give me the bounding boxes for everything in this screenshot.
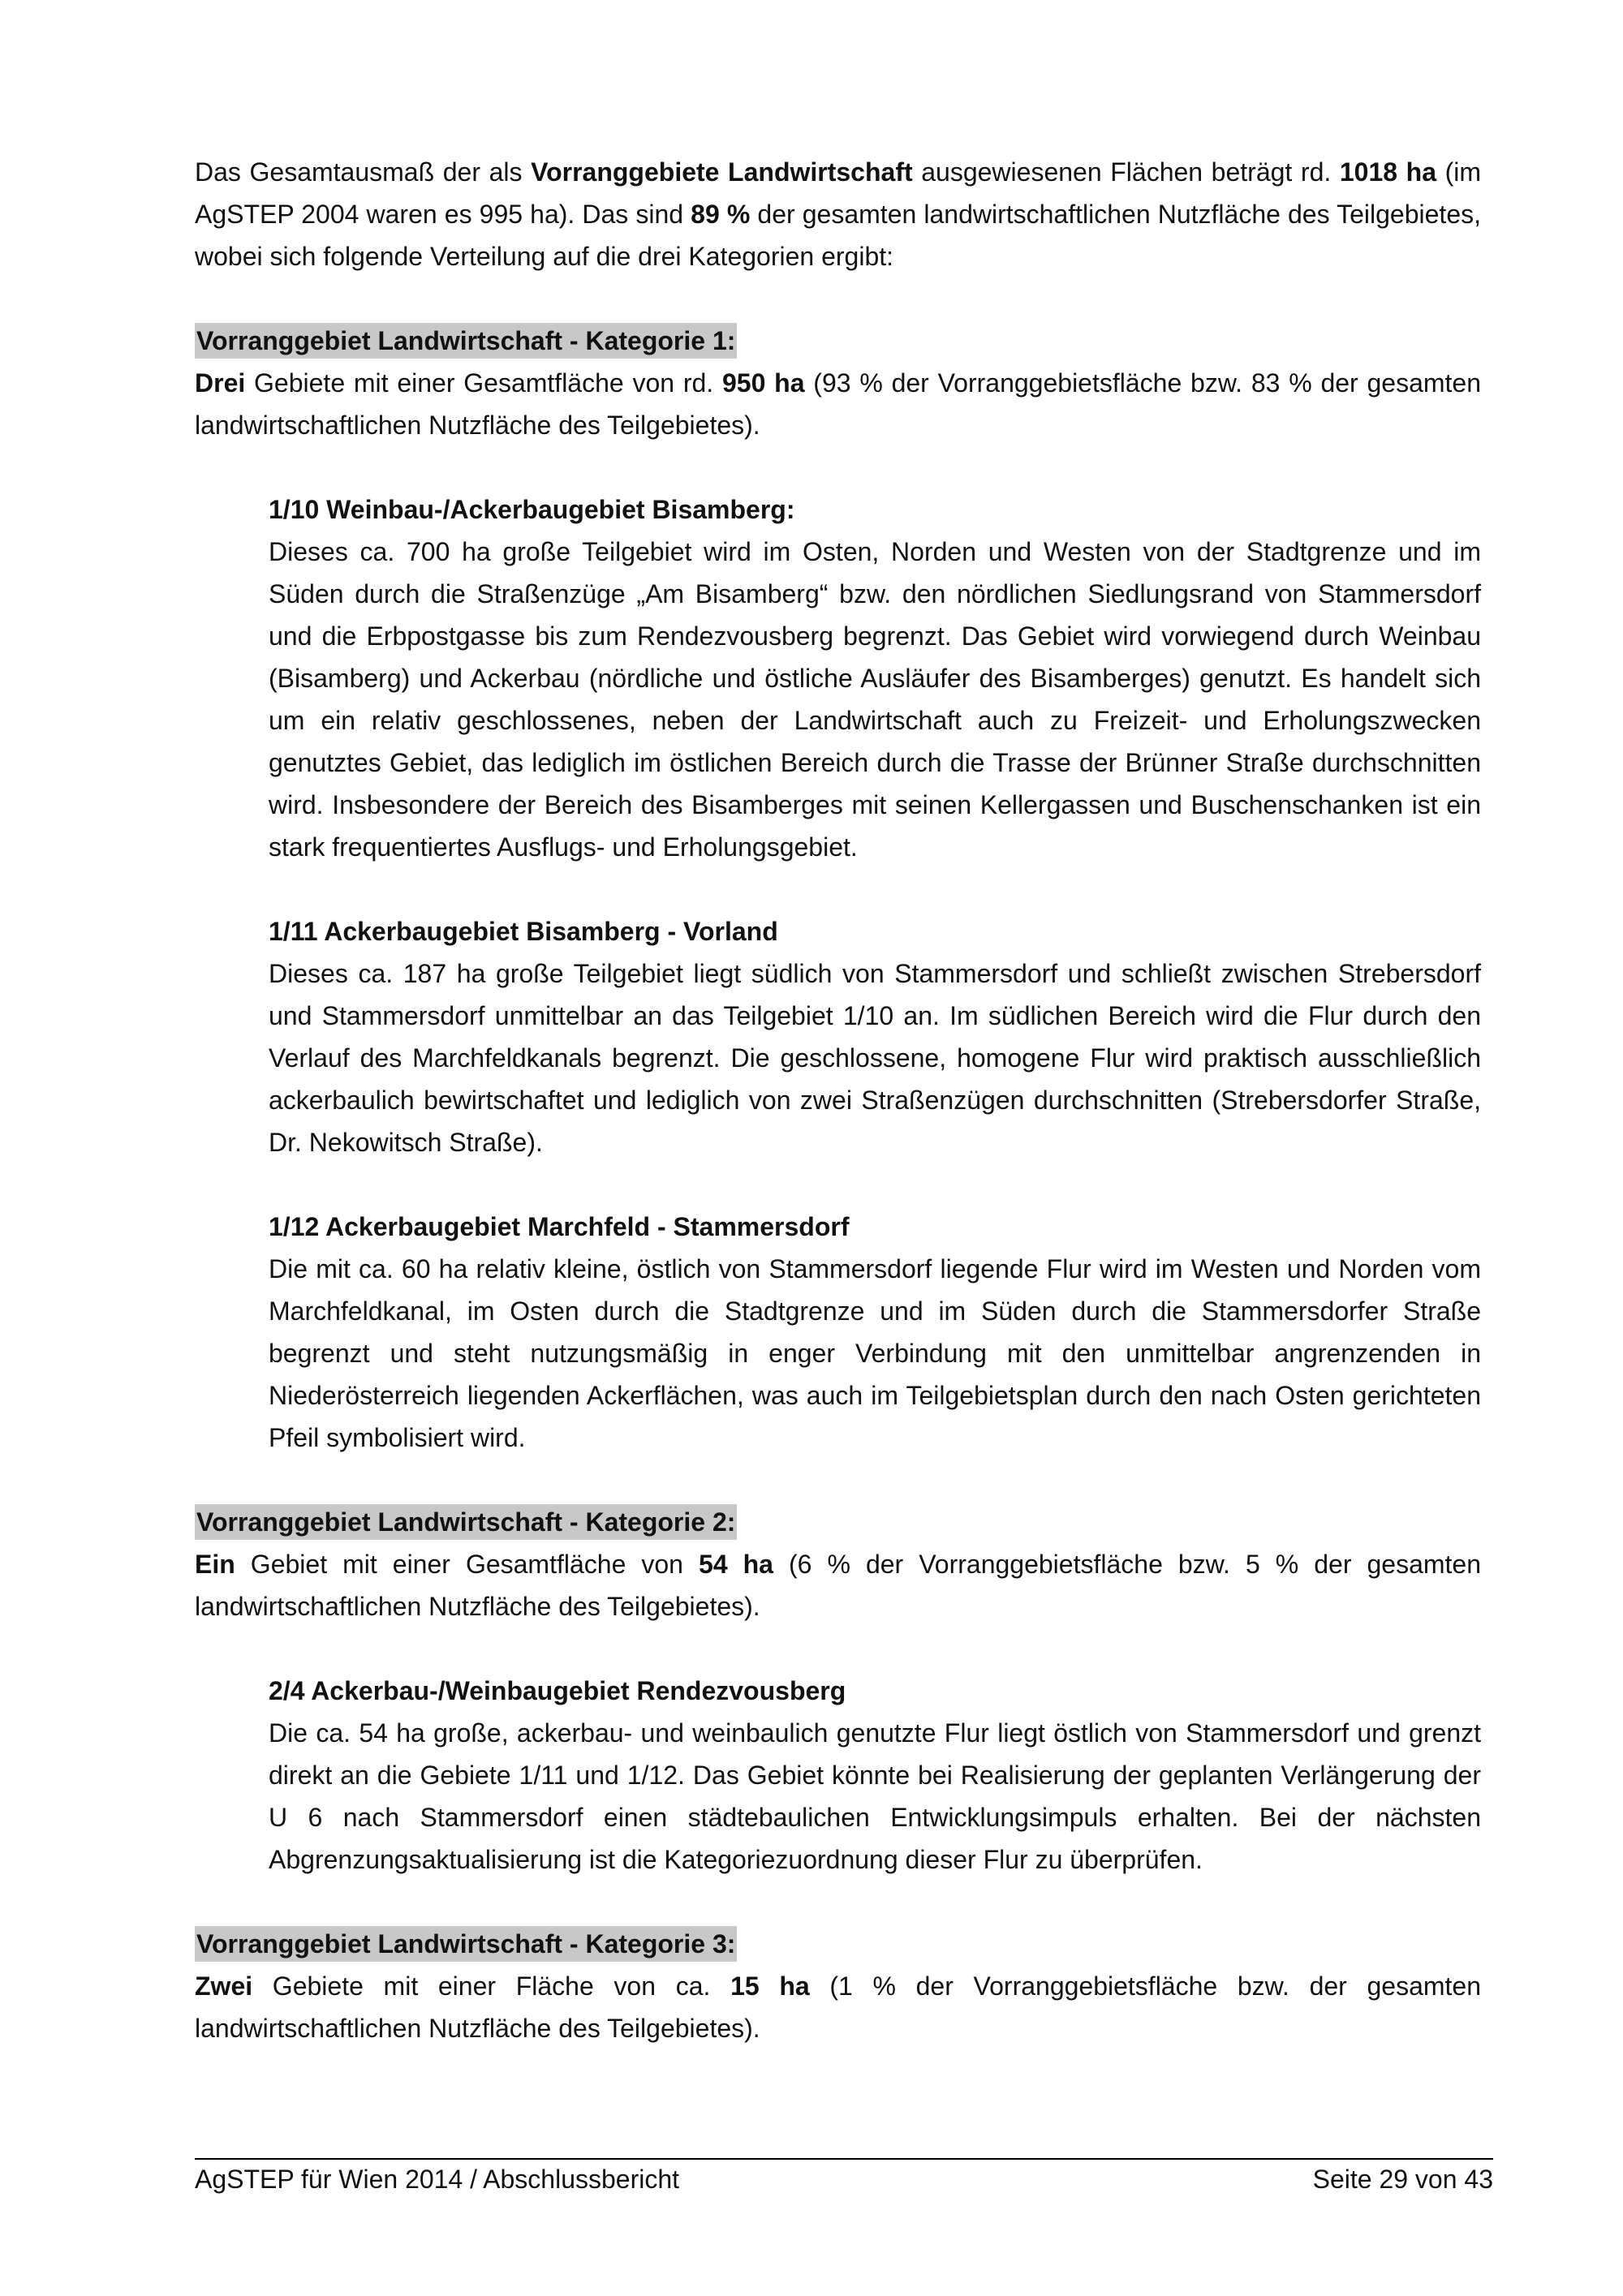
category-2-heading: Vorranggebiet Landwirtschaft - Kategorie 2:	[195, 1504, 737, 1540]
footer-document-title: AgSTEP für Wien 2014 / Abschlussbericht	[195, 2165, 680, 2194]
area-heading: 2/4 Ackerbau-/Weinbaugebiet Rendezvousberg	[269, 1676, 846, 1705]
intro-bold-3: 89 %	[691, 200, 751, 229]
category-1-section	[195, 320, 1481, 1459]
area-heading: 1/10 Weinbau-/Ackerbaugebiet Bisamberg:	[269, 495, 795, 524]
category-3-text-1: Gebiete mit einer Fläche von ca.	[252, 1971, 731, 2001]
category-2-summary	[195, 1543, 1481, 1627]
intro-paragraph	[195, 151, 1481, 277]
area-1-11	[269, 910, 1481, 1163]
intro-text-4: der gesamten landwirtschaftlichen Nutzfläche des Teilgebietes, wobei sich folgende Verteilung auf die drei Kategorien ergibt:	[195, 200, 1481, 271]
category-2-section	[195, 1501, 1481, 1881]
intro-text-2: ausgewiesenen Flächen beträgt rd.	[912, 157, 1340, 187]
category-3-heading: Vorranggebiet Landwirtschaft - Kategorie 3:	[195, 1926, 737, 1962]
intro-bold-2: 1018 ha	[1339, 157, 1436, 187]
intro-bold-1: Vorranggebiete Landwirtschaft	[531, 157, 913, 187]
area-heading: 1/11 Ackerbaugebiet Bisamberg - Vorland	[269, 917, 778, 946]
area-description: Die mit ca. 60 ha relativ kleine, östlich von Stammersdorf liegende Flur wird im Westen und Norden vom Marchfeldkanal, im Osten durch die Stadtgrenze und im Süden durch die Stammersdorfer Straße begrenzt und steht nutzungsmäßig in enger Verbindung mit den unmittelbar angrenzenden in Niederösterreich liegenden Ackerflächen, was auch im Teilgebietsplan durch den nach Osten gerichteten Pfeil symbolisiert wird.	[269, 1254, 1481, 1452]
category-3-area: 15 ha	[730, 1971, 810, 2001]
area-description: Dieses ca. 700 ha große Teilgebiet wird im Osten, Norden und Westen von der Stadtgrenze und im Süden durch die Straßenzüge „Am Bisamberg“ bzw. den nördlichen Siedlungsrand von Stammersdorf und die Erbpostgasse bis zum Rendezvousberg begrenzt. Das Gebiet wird vorwiegend durch Weinbau (Bisamberg) und Ackerbau (nördliche und östliche Ausläufer des Bisamberges) genutzt. Es handelt sich um ein relativ geschlossenes, neben der Landwirtschaft auch zu Freizeit- und Erholungszwecken genutztes Gebiet, das lediglich im östlichen Bereich durch die Trasse der Brünner Straße durchschnitten wird. Insbesondere der Bereich des Bisamberges mit seinen Kellergassen und Buschenschanken ist ein stark frequentiertes Ausflugs- und Erholungsgebiet.	[269, 537, 1481, 862]
page-content	[195, 151, 1481, 2049]
area-1-10	[269, 488, 1481, 868]
page-footer	[195, 2158, 1493, 2195]
area-description: Die ca. 54 ha große, ackerbau- und weinbaulich genutzte Flur liegt östlich von Stammersdorf und grenzt direkt an die Gebiete 1/11 und 1/12. Das Gebiet könnte bei Realisierung der geplanten Verlängerung der U 6 nach Stammersdorf einen städtebaulichen Entwicklungsimpuls erhalten. Bei der nächsten Abgrenzungsaktualisierung ist die Kategoriezuordnung dieser Flur zu überprüfen.	[269, 1718, 1481, 1874]
category-2-text-1: Gebiet mit einer Gesamtfläche von	[235, 1550, 700, 1579]
category-3-count: Zwei	[195, 1971, 253, 2001]
category-1-count: Drei	[195, 368, 246, 398]
category-1-summary	[195, 362, 1481, 446]
category-2-area: 54 ha	[699, 1550, 773, 1579]
category-1-heading: Vorranggebiet Landwirtschaft - Kategorie 1:	[195, 323, 737, 359]
category-1-text-2: (93 % der Vorranggebietsfläche bzw. 83 % der gesamten landwirtschaftlichen Nutzfläche des Teilgebietes).	[195, 368, 1482, 440]
area-1-12	[269, 1206, 1481, 1459]
category-3-text-2: (1 % der Vorranggebietsfläche bzw. der gesamten landwirtschaftlichen Nutzfläche des Teilgebietes).	[195, 1971, 1482, 2043]
intro-text-1: Das Gesamtausmaß der als	[195, 157, 532, 187]
area-description: Dieses ca. 187 ha große Teilgebiet liegt südlich von Stammersdorf und schließt zwischen Strebersdorf und Stammersdorf unmittelbar an das Teilgebiet 1/10 an. Im südlichen Bereich wird die Flur durch den Verlauf des Marchfeldkanals begrenzt. Die geschlossene, homogene Flur wird praktisch ausschließlich ackerbaulich bewirtschaftet und lediglich von zwei Straßenzügen durchschnitten (Strebersdorfer Straße, Dr. Nekowitsch Straße).	[269, 959, 1481, 1157]
category-3-section	[195, 1923, 1481, 2049]
category-1-area: 950 ha	[721, 368, 805, 398]
category-2-count: Ein	[195, 1550, 235, 1579]
category-2-text-2: (6 % der Vorranggebietsfläche bzw. 5 % der gesamten landwirtschaftlichen Nutzfläche des Teilgebietes).	[195, 1550, 1482, 1621]
intro-text-3: (im AgSTEP 2004 waren es 995 ha). Das sind	[195, 157, 1482, 229]
area-2-4	[269, 1670, 1481, 1881]
category-3-summary	[195, 1965, 1481, 2049]
category-1-text-1: Gebiete mit einer Gesamtfläche von rd.	[245, 368, 722, 398]
area-heading: 1/12 Ackerbaugebiet Marchfeld - Stammersdorf	[269, 1212, 850, 1241]
footer-page-number: Seite 29 von 43	[1312, 2165, 1493, 2194]
